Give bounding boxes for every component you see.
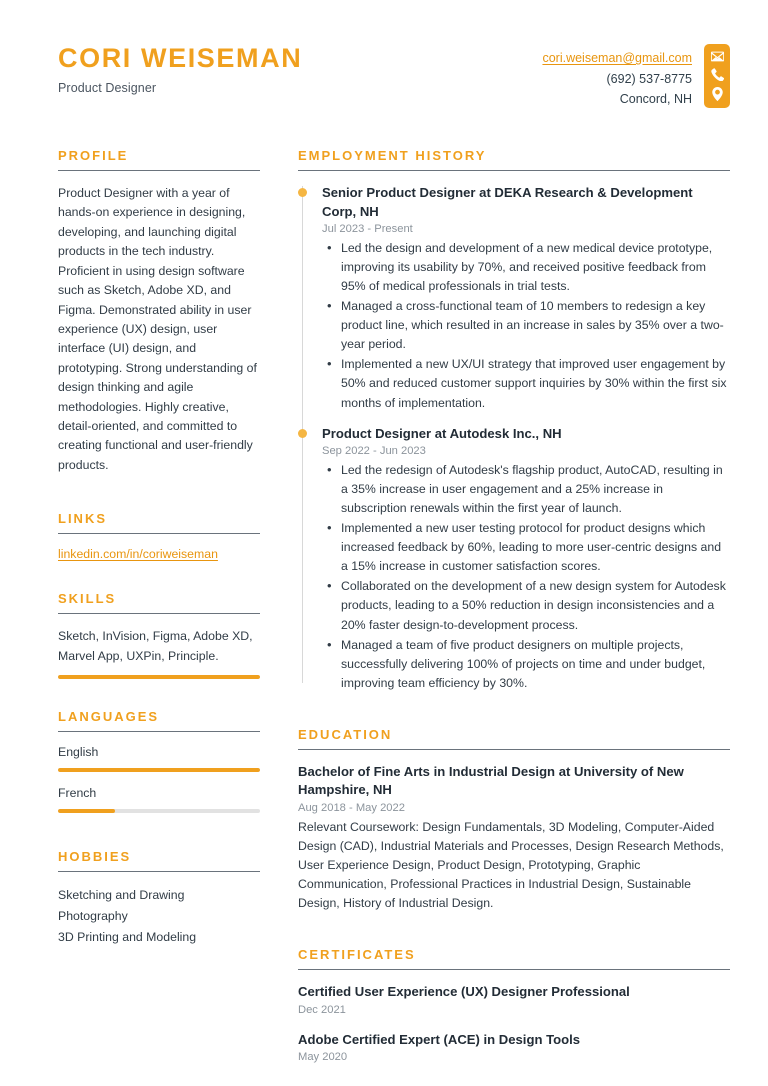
- section-divider: [58, 533, 260, 534]
- contact-icon-bar: [704, 44, 730, 108]
- employment-title: Senior Product Designer at DEKA Research & Development Corp, NH: [322, 185, 693, 219]
- language-rating-fill: [58, 768, 260, 772]
- sidebar: [58, 148, 260, 949]
- section-heading-links: LINKS: [58, 511, 107, 527]
- location-text: Concord, NH: [619, 92, 692, 107]
- page-title: CORI WEISEMAN: [58, 43, 303, 73]
- certificate-title: Certified User Experience (UX) Designer Professional: [298, 984, 630, 1000]
- spacer: [298, 705, 730, 727]
- hobby-item: Photography: [58, 909, 128, 924]
- section-education: [298, 727, 730, 913]
- employment-bullets: [322, 239, 730, 412]
- job-title: Product Designer: [58, 80, 157, 95]
- email-link[interactable]: cori.weiseman@gmail.com: [542, 51, 692, 65]
- section-links: [58, 511, 260, 561]
- language-item: [58, 745, 260, 772]
- bullet-item: • Implemented a new user testing protocol for product designs which increased feedback by 60%, leading to more user-centric designs and a 15% increase in customer satisfaction scores.: [322, 519, 730, 576]
- hobby-item: 3D Printing and Modeling: [58, 930, 197, 945]
- certificate-entry: [298, 983, 730, 1016]
- timeline-dot-icon: [298, 429, 307, 438]
- section-divider: [298, 749, 730, 750]
- phone-icon: [711, 68, 724, 81]
- employment-bullets: [322, 461, 730, 693]
- education-entry: [298, 763, 730, 913]
- section-languages: [58, 709, 260, 813]
- bullet-item: • Collaborated on the development of a new design system for Autodesk products, leading to a 50% reduction in design inconsistencies and a 20% faster design-to-development process.: [322, 577, 730, 634]
- spacer: [58, 561, 260, 591]
- section-profile: [58, 148, 260, 475]
- phone-text: (692) 537-8775: [606, 71, 692, 86]
- section-heading-certificates: CERTIFICATES: [298, 947, 416, 963]
- language-name: French: [58, 786, 97, 801]
- main-content: [298, 148, 730, 1078]
- certificate-date: Dec 2021: [298, 1003, 346, 1016]
- certificate-date: May 2020: [298, 1051, 348, 1064]
- certificate-entry: [298, 1031, 730, 1064]
- resume-header: [58, 44, 730, 116]
- employment-date: Sep 2022 - Jun 2023: [322, 445, 426, 458]
- language-rating-fill: [58, 809, 115, 813]
- section-divider: [58, 731, 260, 732]
- profile-text: Product Designer with a year of hands-on experience in designing, developing, and launching digital products in the tech industry. Proficient in using design software such as Sketch, Adobe XD, and Figma. Demonstrated ability in user experience (UX) design, user interface (UI) design, and prototyping. Strong understanding of design thinking and agile methodologies. Highly creative, detail-oriented, and committed to creating functional and user-friendly products.: [58, 186, 257, 472]
- section-certificates: [298, 947, 730, 1063]
- section-heading-languages: LANGUAGES: [58, 709, 160, 725]
- section-divider: [298, 969, 730, 970]
- timeline-dot-icon: [298, 188, 307, 197]
- contact-block: [542, 48, 692, 110]
- employment-date: Jul 2023 - Present: [322, 223, 413, 236]
- employment-timeline: [298, 184, 730, 693]
- section-divider: [58, 871, 260, 872]
- language-rating-bar: [58, 809, 260, 813]
- education-date: Aug 2018 - May 2022: [298, 801, 405, 814]
- section-heading-profile: PROFILE: [58, 148, 129, 163]
- section-heading-education: EDUCATION: [298, 726, 393, 742]
- section-employment-history: [298, 148, 730, 693]
- employment-title: Product Designer at Autodesk Inc., NH: [322, 425, 562, 441]
- bullet-item: • Led the redesign of Autodesk's flagship product, AutoCAD, resulting in a 35% increase in user engagement and a 25% increase in subscription renewals within the first year of launch.: [322, 461, 730, 518]
- link-linkedin[interactable]: linkedin.com/in/coriweiseman: [58, 547, 218, 562]
- location-pin-icon: [712, 87, 723, 101]
- education-title: Bachelor of Fine Arts in Industrial Design at University of New Hampshire, NH: [298, 763, 684, 798]
- hobby-item: Sketching and Drawing: [58, 888, 185, 903]
- spacer: [58, 827, 260, 849]
- section-hobbies: [58, 849, 260, 948]
- section-divider: [58, 170, 260, 171]
- section-divider: [298, 170, 730, 171]
- spacer: [58, 475, 260, 511]
- employment-entry: [322, 425, 730, 693]
- bullet-item: • Implemented a new UX/UI strategy that improved user engagement by 50% and reduced customer support inquiries by 30% within the first six months of implementation.: [322, 355, 730, 412]
- employment-entry: [322, 184, 730, 413]
- section-skills: [58, 591, 260, 679]
- language-name: English: [58, 745, 99, 760]
- education-coursework: Relevant Coursework: Design Fundamentals, 3D Modeling, Computer-Aided Design (CAD), Industrial Materials and Processes, Design Research Methods, User Experience Design, Product Design, Prototyping, Graphic Communication, Professional Practices in Industrial Design, Sustainable Design, History of Industrial Design.: [298, 819, 724, 911]
- bullet-item: • Led the design and development of a new medical device prototype, improving its usability by 70%, and received positive feedback from 95% of medical professionals in trial tests.: [322, 239, 730, 296]
- bullet-item: • Managed a cross-functional team of 10 members to redesign a key product line, which resulted in an increase in sales by 35% over a two-year period.: [322, 297, 730, 354]
- section-divider: [58, 613, 260, 614]
- bullet-item: • Managed a team of five product designers on multiple projects, successfully delivering 100% of projects on time and under budget, improving team efficiency by 30%.: [322, 636, 730, 693]
- language-item: [58, 786, 260, 813]
- name-block: [58, 44, 302, 95]
- envelope-icon: [711, 51, 724, 62]
- language-rating-bar: [58, 768, 260, 772]
- section-heading-employment: EMPLOYMENT HISTORY: [298, 148, 487, 163]
- spacer: [58, 679, 260, 709]
- spacer: [298, 927, 730, 947]
- skills-text: Sketch, InVision, Figma, Adobe XD, Marvel App, UXPin, Principle.: [58, 629, 253, 663]
- section-heading-hobbies: HOBBIES: [58, 849, 132, 865]
- section-heading-skills: SKILLS: [58, 591, 117, 607]
- certificate-title: Adobe Certified Expert (ACE) in Design Tools: [298, 1031, 581, 1047]
